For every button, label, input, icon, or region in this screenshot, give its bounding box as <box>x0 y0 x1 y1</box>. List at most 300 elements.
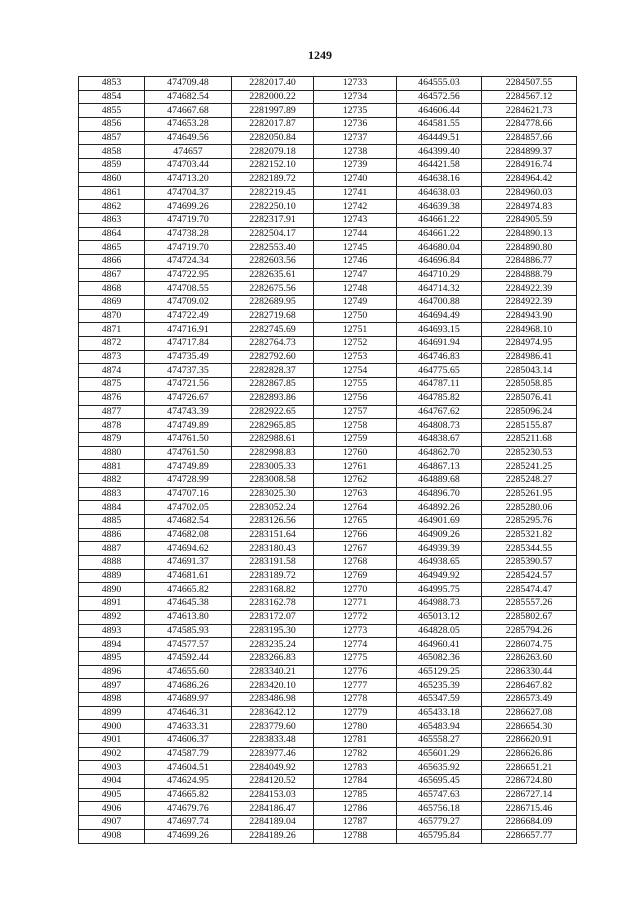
point-id-a-cell: 4893 <box>79 624 145 638</box>
x-coordinate-a-cell: 474682.08 <box>145 528 232 542</box>
x-coordinate-b-cell: 465635.92 <box>397 761 482 775</box>
x-coordinate-b-cell: 464700.88 <box>397 296 482 310</box>
y-coordinate-a-cell: 2283779.60 <box>232 720 314 734</box>
point-id-b-cell: 12760 <box>314 446 397 460</box>
x-coordinate-b-cell: 464838.67 <box>397 432 482 446</box>
x-coordinate-a-cell: 474702.05 <box>145 501 232 515</box>
table-row <box>79 816 577 830</box>
point-id-b-cell: 12742 <box>314 200 397 214</box>
y-coordinate-b-cell: 2285557.26 <box>482 597 577 611</box>
point-id-b-cell: 12785 <box>314 788 397 802</box>
x-coordinate-b-cell: 464909.26 <box>397 528 482 542</box>
y-coordinate-a-cell: 2282988.61 <box>232 432 314 446</box>
y-coordinate-a-cell: 2283642.12 <box>232 706 314 720</box>
x-coordinate-b-cell: 464714.32 <box>397 282 482 296</box>
x-coordinate-a-cell: 474719.70 <box>145 241 232 255</box>
point-id-a-cell: 4854 <box>79 90 145 104</box>
point-id-b-cell: 12737 <box>314 131 397 145</box>
point-id-a-cell: 4853 <box>79 77 145 91</box>
table-row <box>79 624 577 638</box>
x-coordinate-b-cell: 464638.03 <box>397 186 482 200</box>
point-id-b-cell: 12748 <box>314 282 397 296</box>
point-id-a-cell: 4881 <box>79 460 145 474</box>
x-coordinate-b-cell: 464828.05 <box>397 624 482 638</box>
x-coordinate-b-cell: 464680.04 <box>397 241 482 255</box>
y-coordinate-b-cell: 2285321.82 <box>482 528 577 542</box>
point-id-a-cell: 4882 <box>79 473 145 487</box>
table-row <box>79 405 577 419</box>
table-row <box>79 706 577 720</box>
y-coordinate-a-cell: 2282792.60 <box>232 350 314 364</box>
point-id-a-cell: 4864 <box>79 227 145 241</box>
y-coordinate-b-cell: 2285474.47 <box>482 583 577 597</box>
y-coordinate-b-cell: 2284890.80 <box>482 241 577 255</box>
point-id-b-cell: 12752 <box>314 337 397 351</box>
x-coordinate-b-cell: 465013.12 <box>397 610 482 624</box>
table-row <box>79 159 577 173</box>
y-coordinate-b-cell: 2284567.12 <box>482 90 577 104</box>
table-row <box>79 542 577 556</box>
y-coordinate-a-cell: 2282965.85 <box>232 419 314 433</box>
y-coordinate-b-cell: 2285794.26 <box>482 624 577 638</box>
table-row <box>79 432 577 446</box>
x-coordinate-a-cell: 474694.62 <box>145 542 232 556</box>
x-coordinate-b-cell: 464661.22 <box>397 227 482 241</box>
point-id-a-cell: 4869 <box>79 296 145 310</box>
y-coordinate-b-cell: 2286620.91 <box>482 734 577 748</box>
table-row <box>79 515 577 529</box>
x-coordinate-a-cell: 474721.56 <box>145 378 232 392</box>
table-row <box>79 145 577 159</box>
table-row <box>79 473 577 487</box>
y-coordinate-a-cell: 2282828.37 <box>232 364 314 378</box>
point-id-a-cell: 4905 <box>79 788 145 802</box>
x-coordinate-b-cell: 464889.68 <box>397 473 482 487</box>
point-id-b-cell: 12758 <box>314 419 397 433</box>
point-id-a-cell: 4887 <box>79 542 145 556</box>
x-coordinate-b-cell: 464606.44 <box>397 104 482 118</box>
table-row <box>79 104 577 118</box>
x-coordinate-a-cell: 474703.44 <box>145 159 232 173</box>
table-row <box>79 419 577 433</box>
x-coordinate-b-cell: 464787.11 <box>397 378 482 392</box>
table-row <box>79 350 577 364</box>
point-id-a-cell: 4858 <box>79 145 145 159</box>
y-coordinate-b-cell: 2284943.90 <box>482 309 577 323</box>
x-coordinate-a-cell: 474655.60 <box>145 665 232 679</box>
y-coordinate-b-cell: 2286263.60 <box>482 651 577 665</box>
y-coordinate-a-cell: 2283151.64 <box>232 528 314 542</box>
point-id-b-cell: 12761 <box>314 460 397 474</box>
point-id-b-cell: 12778 <box>314 692 397 706</box>
y-coordinate-b-cell: 2286684.09 <box>482 816 577 830</box>
table-row <box>79 747 577 761</box>
y-coordinate-b-cell: 2285230.53 <box>482 446 577 460</box>
y-coordinate-b-cell: 2284922.39 <box>482 296 577 310</box>
table-row <box>79 213 577 227</box>
y-coordinate-a-cell: 2282250.10 <box>232 200 314 214</box>
x-coordinate-a-cell: 474682.54 <box>145 515 232 529</box>
y-coordinate-b-cell: 2284916.74 <box>482 159 577 173</box>
x-coordinate-a-cell: 474691.37 <box>145 556 232 570</box>
x-coordinate-a-cell: 474613.80 <box>145 610 232 624</box>
table-row <box>79 186 577 200</box>
y-coordinate-b-cell: 2284964.42 <box>482 172 577 186</box>
point-id-b-cell: 12756 <box>314 391 397 405</box>
point-id-b-cell: 12776 <box>314 665 397 679</box>
y-coordinate-a-cell: 2283172.07 <box>232 610 314 624</box>
y-coordinate-b-cell: 2284507.55 <box>482 77 577 91</box>
table-row <box>79 254 577 268</box>
x-coordinate-b-cell: 464901.69 <box>397 515 482 529</box>
point-id-b-cell: 12746 <box>314 254 397 268</box>
x-coordinate-b-cell: 464867.13 <box>397 460 482 474</box>
point-id-b-cell: 12754 <box>314 364 397 378</box>
y-coordinate-b-cell: 2284899.37 <box>482 145 577 159</box>
y-coordinate-a-cell: 2281997.89 <box>232 104 314 118</box>
x-coordinate-a-cell: 474709.02 <box>145 296 232 310</box>
point-id-a-cell: 4890 <box>79 583 145 597</box>
y-coordinate-b-cell: 2286654.30 <box>482 720 577 734</box>
table-row <box>79 651 577 665</box>
y-coordinate-b-cell: 2285096.24 <box>482 405 577 419</box>
point-id-b-cell: 12771 <box>314 597 397 611</box>
y-coordinate-b-cell: 2285211.68 <box>482 432 577 446</box>
x-coordinate-b-cell: 464639.38 <box>397 200 482 214</box>
y-coordinate-b-cell: 2284974.95 <box>482 337 577 351</box>
y-coordinate-b-cell: 2285058.85 <box>482 378 577 392</box>
table-row <box>79 460 577 474</box>
point-id-b-cell: 12764 <box>314 501 397 515</box>
table-row <box>79 829 577 843</box>
table-row <box>79 720 577 734</box>
point-id-b-cell: 12775 <box>314 651 397 665</box>
y-coordinate-b-cell: 2285261.95 <box>482 487 577 501</box>
y-coordinate-a-cell: 2282017.87 <box>232 118 314 132</box>
table-row <box>79 761 577 775</box>
x-coordinate-b-cell: 464691.94 <box>397 337 482 351</box>
point-id-b-cell: 12787 <box>314 816 397 830</box>
point-id-a-cell: 4860 <box>79 172 145 186</box>
point-id-b-cell: 12755 <box>314 378 397 392</box>
x-coordinate-b-cell: 465779.27 <box>397 816 482 830</box>
x-coordinate-b-cell: 464399.40 <box>397 145 482 159</box>
x-coordinate-b-cell: 464988.73 <box>397 597 482 611</box>
table-row <box>79 391 577 405</box>
table-row <box>79 556 577 570</box>
y-coordinate-a-cell: 2283195.30 <box>232 624 314 638</box>
x-coordinate-a-cell: 474686.26 <box>145 679 232 693</box>
y-coordinate-a-cell: 2283340.21 <box>232 665 314 679</box>
y-coordinate-b-cell: 2286651.21 <box>482 761 577 775</box>
x-coordinate-b-cell: 464896.70 <box>397 487 482 501</box>
x-coordinate-a-cell: 474657 <box>145 145 232 159</box>
x-coordinate-a-cell: 474713.20 <box>145 172 232 186</box>
point-id-b-cell: 12743 <box>314 213 397 227</box>
point-id-a-cell: 4903 <box>79 761 145 775</box>
x-coordinate-a-cell: 474699.26 <box>145 200 232 214</box>
y-coordinate-b-cell: 2284974.83 <box>482 200 577 214</box>
point-id-b-cell: 12788 <box>314 829 397 843</box>
point-id-b-cell: 12749 <box>314 296 397 310</box>
y-coordinate-b-cell: 2284890.13 <box>482 227 577 241</box>
x-coordinate-a-cell: 474735.49 <box>145 350 232 364</box>
point-id-b-cell: 12745 <box>314 241 397 255</box>
x-coordinate-b-cell: 464421.58 <box>397 159 482 173</box>
point-id-a-cell: 4880 <box>79 446 145 460</box>
y-coordinate-b-cell: 2286657.77 <box>482 829 577 843</box>
x-coordinate-b-cell: 465235.39 <box>397 679 482 693</box>
x-coordinate-a-cell: 474689.97 <box>145 692 232 706</box>
point-id-a-cell: 4862 <box>79 200 145 214</box>
y-coordinate-b-cell: 2285344.55 <box>482 542 577 556</box>
point-id-a-cell: 4861 <box>79 186 145 200</box>
point-id-a-cell: 4888 <box>79 556 145 570</box>
point-id-b-cell: 12777 <box>314 679 397 693</box>
y-coordinate-b-cell: 2285076.41 <box>482 391 577 405</box>
x-coordinate-b-cell: 464693.15 <box>397 323 482 337</box>
y-coordinate-a-cell: 2284049.92 <box>232 761 314 775</box>
x-coordinate-a-cell: 474722.49 <box>145 309 232 323</box>
point-id-b-cell: 12733 <box>314 77 397 91</box>
x-coordinate-b-cell: 464696.84 <box>397 254 482 268</box>
table-row <box>79 323 577 337</box>
point-id-b-cell: 12780 <box>314 720 397 734</box>
x-coordinate-b-cell: 464555.03 <box>397 77 482 91</box>
point-id-a-cell: 4856 <box>79 118 145 132</box>
y-coordinate-a-cell: 2283420.10 <box>232 679 314 693</box>
y-coordinate-a-cell: 2283266.83 <box>232 651 314 665</box>
point-id-b-cell: 12741 <box>314 186 397 200</box>
y-coordinate-b-cell: 2286467.82 <box>482 679 577 693</box>
point-id-a-cell: 4883 <box>79 487 145 501</box>
y-coordinate-a-cell: 2284186.47 <box>232 802 314 816</box>
x-coordinate-a-cell: 474728.99 <box>145 473 232 487</box>
point-id-a-cell: 4892 <box>79 610 145 624</box>
point-id-a-cell: 4896 <box>79 665 145 679</box>
y-coordinate-a-cell: 2282922.65 <box>232 405 314 419</box>
y-coordinate-a-cell: 2282689.95 <box>232 296 314 310</box>
x-coordinate-b-cell: 465433.18 <box>397 706 482 720</box>
point-id-b-cell: 12734 <box>314 90 397 104</box>
x-coordinate-a-cell: 474604.51 <box>145 761 232 775</box>
table-row <box>79 788 577 802</box>
table-row <box>79 501 577 515</box>
y-coordinate-a-cell: 2283126.56 <box>232 515 314 529</box>
x-coordinate-a-cell: 474749.89 <box>145 419 232 433</box>
y-coordinate-a-cell: 2283833.48 <box>232 734 314 748</box>
table-row <box>79 446 577 460</box>
table-row <box>79 775 577 789</box>
table-row <box>79 692 577 706</box>
x-coordinate-b-cell: 464892.26 <box>397 501 482 515</box>
x-coordinate-a-cell: 474709.48 <box>145 77 232 91</box>
x-coordinate-a-cell: 474606.37 <box>145 734 232 748</box>
y-coordinate-a-cell: 2283977.46 <box>232 747 314 761</box>
point-id-b-cell: 12783 <box>314 761 397 775</box>
point-id-a-cell: 4868 <box>79 282 145 296</box>
point-id-a-cell: 4857 <box>79 131 145 145</box>
x-coordinate-b-cell: 464808.73 <box>397 419 482 433</box>
y-coordinate-b-cell: 2284621.73 <box>482 104 577 118</box>
y-coordinate-a-cell: 2282675.56 <box>232 282 314 296</box>
point-id-b-cell: 12739 <box>314 159 397 173</box>
table-row <box>79 679 577 693</box>
point-id-b-cell: 12786 <box>314 802 397 816</box>
y-coordinate-b-cell: 2286715.46 <box>482 802 577 816</box>
y-coordinate-b-cell: 2286724.80 <box>482 775 577 789</box>
y-coordinate-a-cell: 2283486.98 <box>232 692 314 706</box>
point-id-a-cell: 4874 <box>79 364 145 378</box>
y-coordinate-a-cell: 2282504.17 <box>232 227 314 241</box>
point-id-a-cell: 4884 <box>79 501 145 515</box>
x-coordinate-b-cell: 464939.39 <box>397 542 482 556</box>
y-coordinate-a-cell: 2282079.18 <box>232 145 314 159</box>
page-number: 1249 <box>308 48 332 62</box>
table-row <box>79 131 577 145</box>
y-coordinate-b-cell: 2284986.41 <box>482 350 577 364</box>
x-coordinate-a-cell: 474761.50 <box>145 432 232 446</box>
x-coordinate-b-cell: 464661.22 <box>397 213 482 227</box>
table-row <box>79 296 577 310</box>
y-coordinate-a-cell: 2283235.24 <box>232 638 314 652</box>
point-id-a-cell: 4870 <box>79 309 145 323</box>
x-coordinate-b-cell: 465601.29 <box>397 747 482 761</box>
y-coordinate-a-cell: 2282189.72 <box>232 172 314 186</box>
x-coordinate-b-cell: 464862.70 <box>397 446 482 460</box>
table-row <box>79 268 577 282</box>
y-coordinate-a-cell: 2283008.58 <box>232 473 314 487</box>
x-coordinate-b-cell: 464767.62 <box>397 405 482 419</box>
x-coordinate-a-cell: 474577.57 <box>145 638 232 652</box>
y-coordinate-a-cell: 2284153.03 <box>232 788 314 802</box>
x-coordinate-a-cell: 474737.35 <box>145 364 232 378</box>
point-id-a-cell: 4867 <box>79 268 145 282</box>
y-coordinate-a-cell: 2282893.86 <box>232 391 314 405</box>
coordinates-table-body <box>79 77 577 844</box>
x-coordinate-b-cell: 464449.51 <box>397 131 482 145</box>
x-coordinate-a-cell: 474722.95 <box>145 268 232 282</box>
x-coordinate-b-cell: 465695.45 <box>397 775 482 789</box>
y-coordinate-a-cell: 2282867.85 <box>232 378 314 392</box>
y-coordinate-a-cell: 2282635.61 <box>232 268 314 282</box>
x-coordinate-a-cell: 474649.56 <box>145 131 232 145</box>
table-row <box>79 597 577 611</box>
point-id-a-cell: 4877 <box>79 405 145 419</box>
x-coordinate-a-cell: 474749.89 <box>145 460 232 474</box>
point-id-a-cell: 4891 <box>79 597 145 611</box>
x-coordinate-a-cell: 474743.39 <box>145 405 232 419</box>
table-row <box>79 569 577 583</box>
x-coordinate-a-cell: 474633.31 <box>145 720 232 734</box>
y-coordinate-b-cell: 2285280.06 <box>482 501 577 515</box>
x-coordinate-a-cell: 474704.37 <box>145 186 232 200</box>
point-id-b-cell: 12740 <box>314 172 397 186</box>
table-row <box>79 118 577 132</box>
y-coordinate-b-cell: 2284888.79 <box>482 268 577 282</box>
x-coordinate-a-cell: 474724.34 <box>145 254 232 268</box>
table-row <box>79 172 577 186</box>
point-id-a-cell: 4902 <box>79 747 145 761</box>
x-coordinate-b-cell: 465483.94 <box>397 720 482 734</box>
y-coordinate-a-cell: 2283025.30 <box>232 487 314 501</box>
y-coordinate-a-cell: 2282317.91 <box>232 213 314 227</box>
point-id-a-cell: 4863 <box>79 213 145 227</box>
point-id-b-cell: 12736 <box>314 118 397 132</box>
point-id-b-cell: 12769 <box>314 569 397 583</box>
table-row <box>79 364 577 378</box>
point-id-b-cell: 12782 <box>314 747 397 761</box>
x-coordinate-a-cell: 474592.44 <box>145 651 232 665</box>
point-id-b-cell: 12751 <box>314 323 397 337</box>
point-id-a-cell: 4900 <box>79 720 145 734</box>
point-id-b-cell: 12779 <box>314 706 397 720</box>
x-coordinate-a-cell: 474665.82 <box>145 583 232 597</box>
x-coordinate-b-cell: 465795.84 <box>397 829 482 843</box>
y-coordinate-a-cell: 2282998.83 <box>232 446 314 460</box>
x-coordinate-a-cell: 474761.50 <box>145 446 232 460</box>
point-id-b-cell: 12757 <box>314 405 397 419</box>
y-coordinate-a-cell: 2283162.78 <box>232 597 314 611</box>
y-coordinate-a-cell: 2282152.10 <box>232 159 314 173</box>
y-coordinate-b-cell: 2286074.75 <box>482 638 577 652</box>
x-coordinate-a-cell: 474665.82 <box>145 788 232 802</box>
point-id-a-cell: 4859 <box>79 159 145 173</box>
point-id-a-cell: 4908 <box>79 829 145 843</box>
point-id-b-cell: 12750 <box>314 309 397 323</box>
x-coordinate-b-cell: 465129.25 <box>397 665 482 679</box>
point-id-a-cell: 4872 <box>79 337 145 351</box>
point-id-a-cell: 4855 <box>79 104 145 118</box>
point-id-a-cell: 4894 <box>79 638 145 652</box>
table-row <box>79 200 577 214</box>
coordinates-table <box>78 76 577 844</box>
y-coordinate-b-cell: 2286330.44 <box>482 665 577 679</box>
table-row <box>79 309 577 323</box>
x-coordinate-a-cell: 474716.91 <box>145 323 232 337</box>
point-id-a-cell: 4897 <box>79 679 145 693</box>
y-coordinate-a-cell: 2282719.68 <box>232 309 314 323</box>
y-coordinate-b-cell: 2286626.86 <box>482 747 577 761</box>
x-coordinate-b-cell: 464746.83 <box>397 350 482 364</box>
y-coordinate-a-cell: 2282219.45 <box>232 186 314 200</box>
x-coordinate-a-cell: 474682.54 <box>145 90 232 104</box>
point-id-a-cell: 4907 <box>79 816 145 830</box>
table-row <box>79 337 577 351</box>
x-coordinate-b-cell: 464775.65 <box>397 364 482 378</box>
point-id-b-cell: 12759 <box>314 432 397 446</box>
point-id-a-cell: 4885 <box>79 515 145 529</box>
point-id-a-cell: 4886 <box>79 528 145 542</box>
x-coordinate-b-cell: 464572.56 <box>397 90 482 104</box>
x-coordinate-b-cell: 464785.82 <box>397 391 482 405</box>
x-coordinate-b-cell: 465747.63 <box>397 788 482 802</box>
y-coordinate-a-cell: 2282553.40 <box>232 241 314 255</box>
x-coordinate-a-cell: 474679.76 <box>145 802 232 816</box>
x-coordinate-a-cell: 474587.79 <box>145 747 232 761</box>
y-coordinate-a-cell: 2283189.72 <box>232 569 314 583</box>
table-row <box>79 90 577 104</box>
x-coordinate-a-cell: 474707.16 <box>145 487 232 501</box>
x-coordinate-a-cell: 474717.84 <box>145 337 232 351</box>
point-id-b-cell: 12735 <box>314 104 397 118</box>
x-coordinate-a-cell: 474719.70 <box>145 213 232 227</box>
table-row <box>79 665 577 679</box>
y-coordinate-b-cell: 2285248.27 <box>482 473 577 487</box>
y-coordinate-a-cell: 2282603.56 <box>232 254 314 268</box>
x-coordinate-a-cell: 474738.28 <box>145 227 232 241</box>
x-coordinate-a-cell: 474585.93 <box>145 624 232 638</box>
